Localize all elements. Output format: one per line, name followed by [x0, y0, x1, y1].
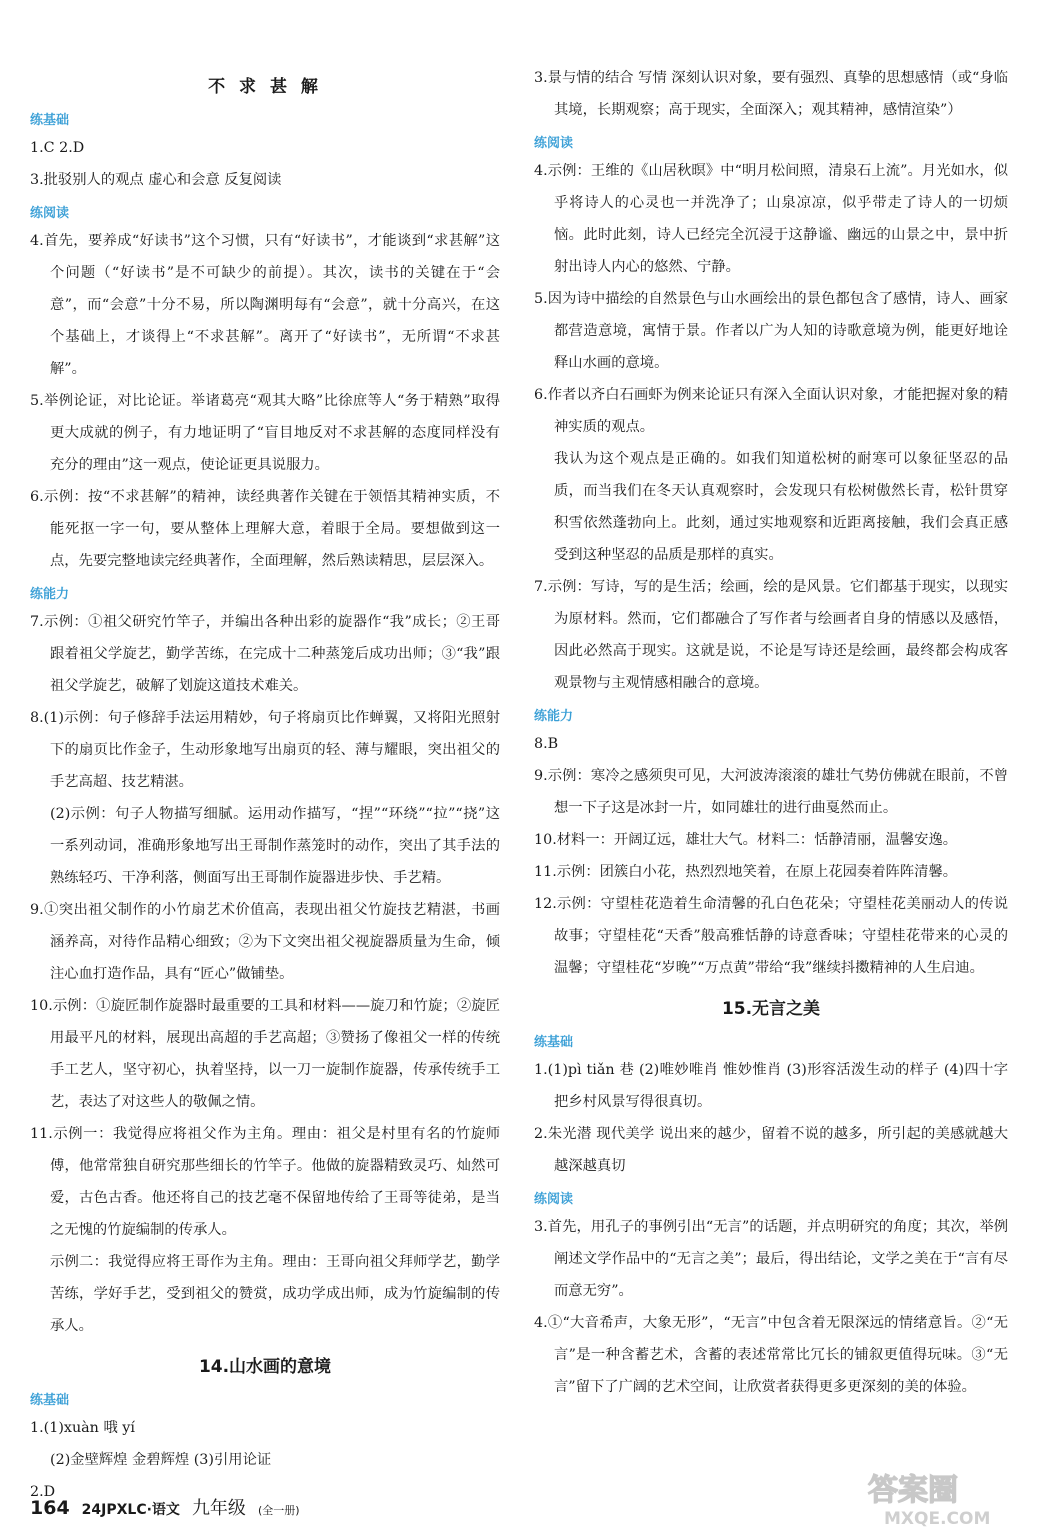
- watermark-text: 答案圈: [868, 1473, 958, 1508]
- section-label: 练阅读: [534, 1192, 574, 1207]
- answer-item: 我认为这个观点是正确的。如我们知道松树的耐寒可以象征坚忍的品质，而当我们在冬天认真观察时，会发现只有松树傲然长青，松针贯穿积雪依然蓬勃向上。此刻，通过实地观察和近距离接触，我们会真正感受到这种坚忍的品质是那样的真实。: [554, 451, 1008, 563]
- page-footer: [30, 1494, 300, 1520]
- answer-item: 10.材料一：开阔辽远，雄壮大气。材料二：恬静清丽，温馨安逸。: [534, 832, 958, 848]
- answer-item: 8.B: [534, 736, 559, 752]
- answer-item: (2)金壁辉煌 金碧辉煌 (3)引用论证: [50, 1452, 272, 1468]
- answer-item: 1.C 2.D: [30, 140, 85, 156]
- answer-item: 8.(1)示例：句子修辞手法运用精妙，句子将扇页比作蝉翼，又将阳光照射下的扇页比作金子，生动形象地写出扇页的轻、薄与耀眼，突出祖父的手艺高超、技艺精湛。: [30, 710, 500, 790]
- answer-item: 4.示例：王维的《山居秋暝》中“明月松间照，清泉石上流”。月光如水，似乎将诗人的心灵也一并洗净了；山泉凉凉，似乎带走了诗人的一切烦恼。此时此刻，诗人已经完全沉浸于这静谧、幽远的山景之中，景中折射出诗人内心的悠然、宁静。: [534, 163, 1008, 275]
- answer-item: 4.首先，要养成“好读书”这个习惯，只有“好读书”，才能谈到“求甚解”这个问题（“好读书”是不可缺少的前提）。其次，读书的关键在于“会意”，而“会意”十分不易，所以陶渊明每有“会意”，就十分高兴，在这个基础上，才谈得上“不求甚解”。离开了“好读书”，无所谓“不求甚解”。: [30, 233, 500, 377]
- section-label: 练基础: [30, 113, 70, 128]
- page-number: 164: [30, 1497, 70, 1519]
- section-title: 不 求 甚 解: [208, 77, 322, 97]
- watermark-logo: [862, 1466, 1022, 1528]
- answer-item: 12.示例：守望桂花造着生命清馨的孔白色花朵；守望桂花美丽动人的传说故事；守望桂花“天香”般高雅恬静的诗意香味；守望桂花带来的心灵的温馨；守望桂花“岁晚”“万点黄”带给“我”继续抖擞精神的人生启迪。: [534, 896, 1008, 976]
- section-label: 练阅读: [534, 136, 574, 151]
- answer-item: 6.示例：按“不求甚解”的精神，读经典著作关键在于领悟其精神实质，不能死抠一字一句，要从整体上理解大意，着眼于全局。要想做到这一点，先要完整地读完经典著作，全面理解，然后熟读精思，层层深入。: [30, 489, 500, 569]
- volume-label: (全一册): [257, 1504, 300, 1517]
- section-title: 15.无言之美: [721, 999, 821, 1019]
- section-label: 练能力: [30, 587, 70, 602]
- answer-item: 9.示例：寒冷之感须臾可见，大河波涛滚滚的雄壮气势仿佛就在眼前，不曾想一下子这是冰封一片，如同雄壮的进行曲戛然而止。: [534, 768, 1008, 816]
- section-label: 练能力: [534, 709, 574, 724]
- answer-item: 3.景与情的结合 写情 深刻认识对象，要有强烈、真挚的思想感情（或“身临其境，长期观察；高于现实，全面深入；观其精神，感情渲染”）: [534, 70, 1008, 118]
- left-column: [30, 62, 500, 1508]
- answer-item: 10.示例：①旋匠制作旋器时最重要的工具和材料——旋刀和竹旋；②旋匠用最平凡的材料，展现出高超的手艺高超；③赞扬了像祖父一样的传统手工艺人，坚守初心，执着坚持，以一刀一旋制作旋器，传承传统手工艺，表达了对这些人的敬佩之情。: [30, 998, 500, 1110]
- answer-item: 6.作者以齐白石画虾为例来论证只有深入全面认识对象，才能把握对象的精神实质的观点。: [534, 387, 1008, 435]
- answer-item: 11.示例一：我觉得应将祖父作为主角。理由：祖父是村里有名的竹旋师傅，他常常独自研究那些细长的竹竿子。他做的旋器精致灵巧、灿然可爱，古色古香。他还将自己的技艺毫不保留地传给了王哥等徒弟，是当之无愧的竹旋编制的传承人。: [30, 1126, 500, 1238]
- section-label: 练基础: [534, 1035, 574, 1050]
- right-column: [534, 62, 1008, 1403]
- answer-item: 1.(1)pì tiǎn 巷 (2)唯妙唯肖 惟妙惟肖 (3)形容活泼生动的样子 (4)四十字把乡村风景写得很真切。: [534, 1062, 1008, 1110]
- answer-item: 5.举例论证，对比论证。举诸葛亮“观其大略”比徐庶等人“务于精熟”取得更大成就的例子，有力地证明了“盲目地反对不求甚解的态度同样没有充分的理由”这一观点，使论证更具说服力。: [30, 393, 500, 473]
- book-code: 24JPXLC·语文: [81, 1502, 180, 1518]
- answer-item: (2)示例：句子人物描写细腻。运用动作描写，“捏”“环绕”“拉”“挠”这一系列动词，准确形象地写出王哥制作蒸笼时的动作，突出了其手法的熟练轻巧、干净利落，侧面写出王哥制作旋器进步快、手艺精。: [50, 806, 500, 886]
- answer-item: 9.①突出祖父制作的小竹扇艺术价值高，表现出祖父竹旋技艺精湛，书画涵养高，对待作品精心细致；②为下文突出祖父视旋器质量为生命，倾注心血打造作品，具有“匠心”做铺垫。: [30, 902, 500, 982]
- answer-item: 2.朱光潜 现代美学 说出来的越少，留着不说的越多，所引起的美感就越大越深越真切: [534, 1126, 1008, 1174]
- answer-item: 5.因为诗中描绘的自然景色与山水画绘出的景色都包含了感情，诗人、画家都营造意境，寓情于景。作者以广为人知的诗歌意境为例，能更好地诠释山水画的意境。: [534, 291, 1008, 371]
- watermark-url: MXQE.COM: [884, 1509, 991, 1528]
- answer-item: 4.①“大音希声，大象无形”，“无言”中包含着无限深远的情绪意旨。②“无言”是一种含蓄艺术，含蓄的表述常常比冗长的铺叙更值得玩味。③“无言”留下了广阔的艺术空间，让欣赏者获得更多更深刻的美的体验。: [534, 1315, 1008, 1395]
- answer-item: 3.批驳别人的观点 虚心和会意 反复阅读: [30, 172, 282, 188]
- section-title: 14.山水画的意境: [198, 1357, 332, 1377]
- answer-item: 2.D: [30, 1484, 56, 1500]
- answer-item: 1.(1)xuàn 哦 yí: [30, 1420, 135, 1436]
- answer-item: 3.首先，用孔子的事例引出“无言”的话题，并点明研究的角度；其次，举例阐述文学作品中的“无言之美”；最后，得出结论，文学之美在于“言有尽而意无穷”。: [534, 1219, 1008, 1299]
- grade-label: 九年级: [191, 1498, 246, 1519]
- section-label: 练阅读: [30, 206, 70, 221]
- answer-item: 11.示例：团簇白小花，热烈烈地笑着，在原上花园奏着阵阵清馨。: [534, 864, 958, 880]
- answer-item: 示例二：我觉得应将王哥作为主角。理由：王哥向祖父拜师学艺，勤学苦练，学好手艺，受到祖父的赞赏，成功学成出师，成为竹旋编制的传承人。: [50, 1254, 500, 1334]
- answer-item: 7.示例：①祖父研究竹竿子，并编出各种出彩的旋器作“我”成长；②王哥跟着祖父学旋艺，勤学苦练，在完成十二种蒸笼后成功出师；③“我”跟祖父学旋艺，破解了划旋这道技术难关。: [30, 614, 500, 694]
- answer-item: 7.示例：写诗，写的是生活；绘画，绘的是风景。它们都基于现实，以现实为原材料。然而，它们都融合了写作者与绘画者自身的情感以及感悟，因此必然高于现实。这就是说，不论是写诗还是绘画，最终都会构成客观景物与主观情感相融合的意境。: [534, 579, 1008, 691]
- section-label: 练基础: [30, 1393, 70, 1408]
